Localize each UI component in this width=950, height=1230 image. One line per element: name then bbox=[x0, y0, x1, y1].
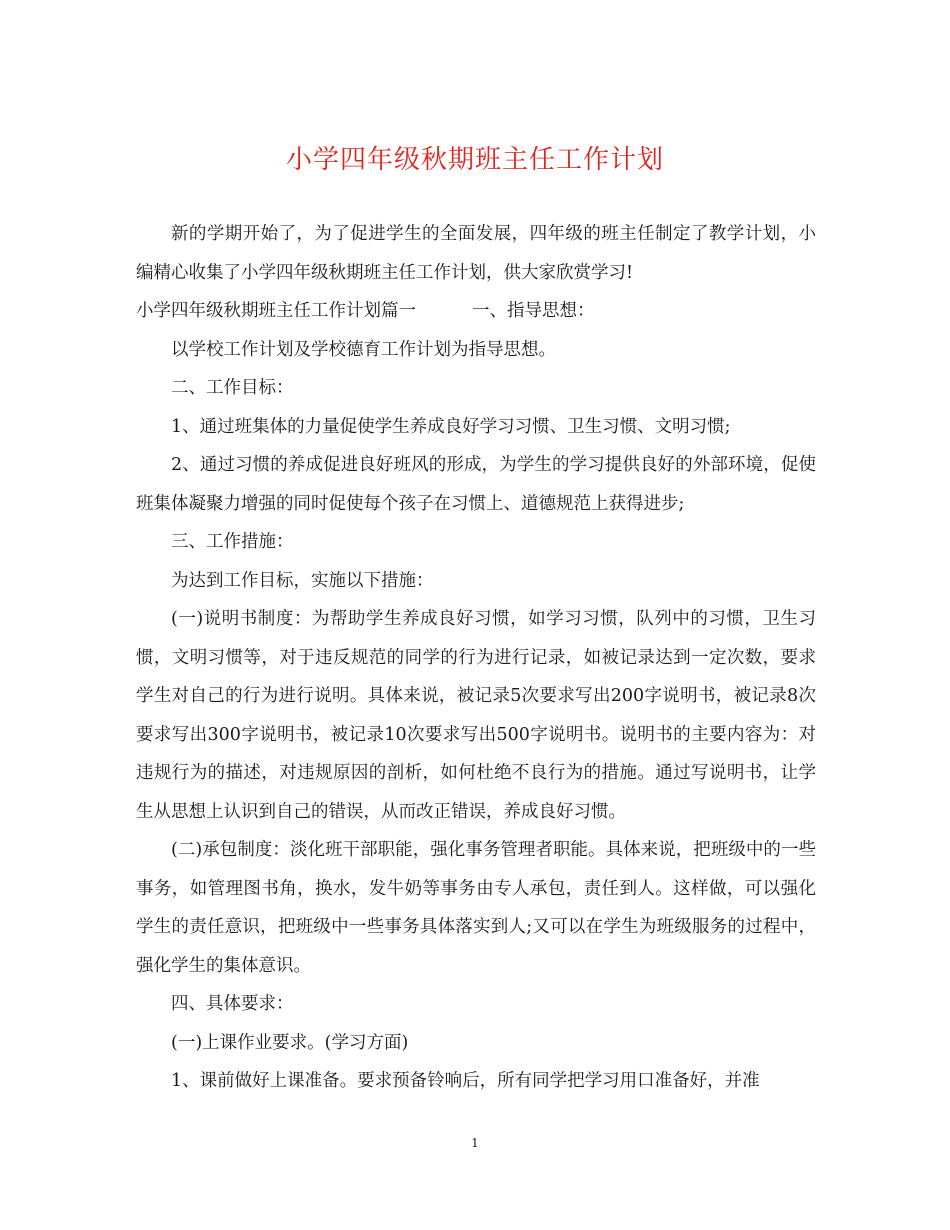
paragraph: (一)上课作业要求。(学习方面) bbox=[171, 1032, 409, 1053]
paragraph: 四、具体要求： bbox=[171, 994, 294, 1014]
paragraph: (二)承包制度：淡化班干部职能，强化事务管理者职能。具体来说，把班级中的一些事务，如管理图书角，换水，发牛奶等事务由专人承包，责任到人。这样做，可以强化学生的责任意识，把班级中一些事务具体落实到人;又可以在学生为班级服务的过程中，强化学生的集体意识。 bbox=[136, 840, 816, 976]
section-heading: 小学四年级秋期班主任工作计划篇一 bbox=[136, 301, 416, 321]
document-title: 小学四年级秋期班主任工作计划 bbox=[285, 145, 664, 175]
section-heading-line bbox=[136, 292, 816, 331]
section-subheading: 一、指导思想： bbox=[472, 301, 595, 321]
intro-paragraph: 新的学期开始了，为了促进学生的全面发展，四年级的班主任制定了教学计划，小编精心收集了小学四年级秋期班主任工作计划，供大家欣赏学习! bbox=[136, 224, 816, 283]
paragraph: 1、课前做好上课准备。要求预备铃响后，所有同学把学习用口准备好，并准 bbox=[171, 1071, 760, 1091]
paragraph: 2、通过习惯的养成促进良好班风的形成，为学生的学习提供良好的外部环境，促使班集体凝聚力增强的同时促使每个孩子在习惯上、道德规范上获得进步; bbox=[136, 455, 816, 514]
paragraph: (一)说明书制度：为帮助学生养成良好习惯，如学习习惯，队列中的习惯，卫生习惯，文明习惯等，对于违反规范的同学的行为进行记录，如被记录达到一定次数，要求学生对自己的行为进行说明。具体来说，被记录5次要求写出200字说明书，被记录8次要求写出300字说明书，被记录10次要求写出500字说明书。说明书的主要内容为：对违规行为的描述，对违规原因的剖析，如何杜绝不良行为的措施。通过写说明书，让学生从思想上认识到自己的错误，从而改正错误，养成良好习惯。 bbox=[136, 609, 816, 822]
paragraph: 二、工作目标： bbox=[171, 378, 294, 398]
page-number: 1 bbox=[471, 1136, 479, 1150]
paragraph: 为达到工作目标，实施以下措施： bbox=[171, 570, 434, 591]
document-body bbox=[136, 215, 816, 1101]
paragraph: 三、工作措施： bbox=[171, 532, 294, 552]
paragraph: 1、通过班集体的力量促使学生养成良好学习习惯、卫生习惯、文明习惯; bbox=[171, 416, 731, 437]
paragraph: 以学校工作计划及学校德育工作计划为指导思想。 bbox=[171, 339, 556, 360]
